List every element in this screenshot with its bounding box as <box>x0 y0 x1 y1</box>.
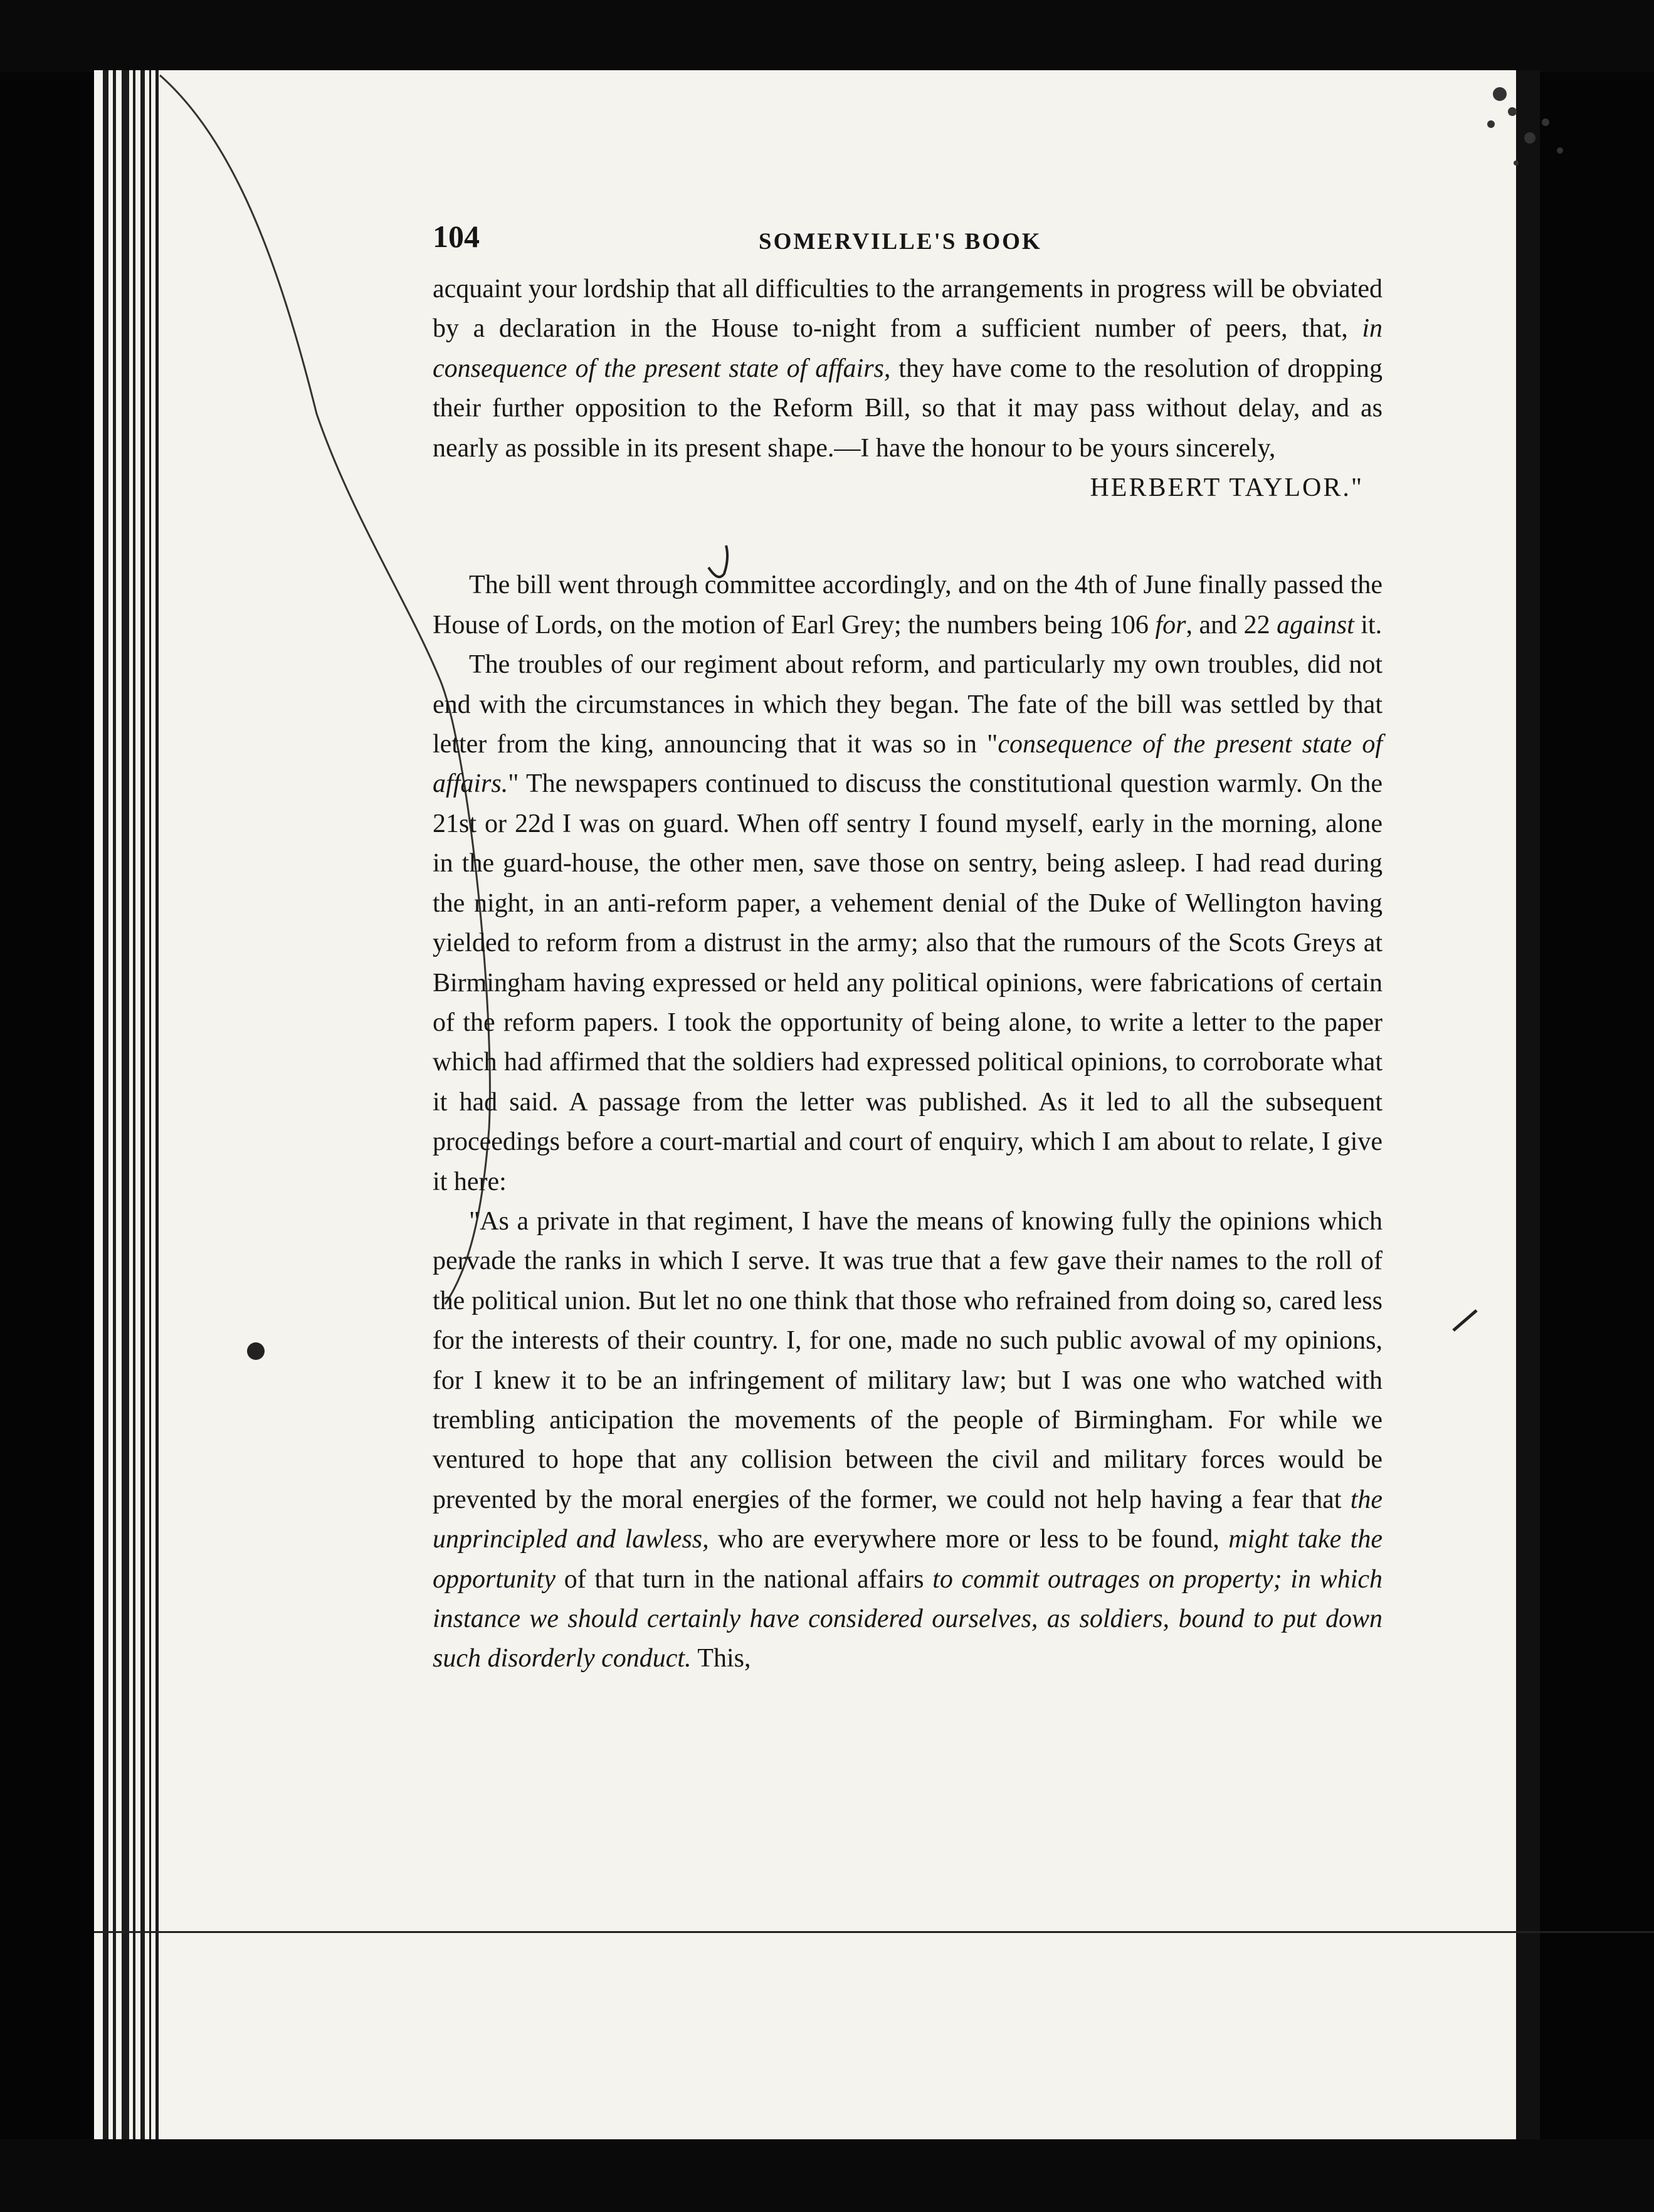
italic-text: for <box>1155 610 1186 640</box>
page-edge-strips <box>94 70 182 2139</box>
paragraph-text: it. <box>1354 610 1383 640</box>
paragraph-text: The bill went through committee accordingly, and on the 4th of June finally passed the House of Lords, on the motion of Earl Grey; the numbers being 106 <box>433 571 1383 640</box>
italic-text: consequence of the present state of affairs. <box>433 730 1383 799</box>
signature: HERBERT TAYLOR." <box>1090 473 1364 503</box>
italic-text: the unprincipled and lawless, <box>433 1485 1383 1554</box>
page-content <box>433 213 1383 1679</box>
scan-border-top <box>0 0 1654 72</box>
paragraph-text: of that turn in the national affairs <box>556 1564 933 1594</box>
paragraph-text: who are everywhere more or less to be found, <box>708 1525 1229 1554</box>
paragraph-troubles <box>433 645 1383 1202</box>
section-gap <box>433 508 1383 566</box>
paragraph-text: acquaint your lordship that all difficulties to the arrangements in progress will be obviated by a declaration in the House to-night from a sufficient number of peers, that, <box>433 275 1383 344</box>
paragraph-text: " The newspapers continued to discuss the constitutional question warmly. On the 21st or 22d I was on guard. When off sentry I found myself, early in the morning, alone in the guard-house, the other men, save those on sentry, being asleep. I had read during the night, in an anti-reform paper, a vehement denial of the Duke of Wellington having yielded to reform from a distrust in the army; also that the rumours of the Scots Greys at Birmingham having expressed or held any political opinions, were fabrications of certain of the reform papers. I took the opportunity of being alone, to write a letter to the paper which had affirmed that the soldiers had expressed political opinions, to corroborate what it had said. A passage from the letter was published. As it led to all the subsequent proceedings before a court-martial and court of enquiry, which I am about to relate, I give it here: <box>433 769 1383 1196</box>
paragraph-letter-ending <box>433 270 1383 468</box>
italic-text: against <box>1277 610 1354 640</box>
page-right-edge <box>1516 70 1540 2139</box>
paragraph-text: The troubles of our regiment about reform, and particularly my own troubles, did not end with the circumstances in which they began. The fate of the bill was settled by that letter from the king, announcing that it was so in " <box>433 650 1383 759</box>
running-head: SOMERVILLE'S BOOK <box>759 229 1042 255</box>
italic-text: might take the opportunity <box>433 1525 1383 1594</box>
scan-line <box>94 1931 1654 1933</box>
page-number: 104 <box>433 219 480 254</box>
italic-text: in consequence of the present state of affairs, <box>433 314 1383 383</box>
paragraph-bill-passed <box>433 566 1383 645</box>
italic-text: to commit outrages on property; in which instance we should certainly have considered ourselves, as soldiers, bound to put down such disorderly conduct. <box>433 1564 1383 1673</box>
page-header <box>433 213 1383 270</box>
paragraph-text: they have come to the resolution of dropping their further opposition to the Reform Bill, so that it may pass without delay, and as nearly as possible in its present shape.—I have the honour to be yours sincerely, <box>433 354 1383 463</box>
paragraph-text: "As a private in that regiment, I have the means of knowing fully the opinions which pervade the ranks in which I serve. It was true that a few gave their names to the roll of the political union. But let no one think that those who refrained from doing so, cared less for the interests of their country. I, for one, made no such public avowal of my opinions, for I knew it to be an infringement of military law; but I was one who watched with trembling anticipation the movements of the people of Birmingham. For while we ventured to hope that any collision between the civil and military forces would be prevented by the moral energies of the former, we could not help having a fear that <box>433 1206 1383 1514</box>
paragraph-text: , and 22 <box>1186 610 1277 640</box>
paragraph-text: This, <box>691 1644 751 1673</box>
paragraph-quoted-letter <box>433 1202 1383 1679</box>
scan-border-bottom <box>0 2139 1654 2212</box>
